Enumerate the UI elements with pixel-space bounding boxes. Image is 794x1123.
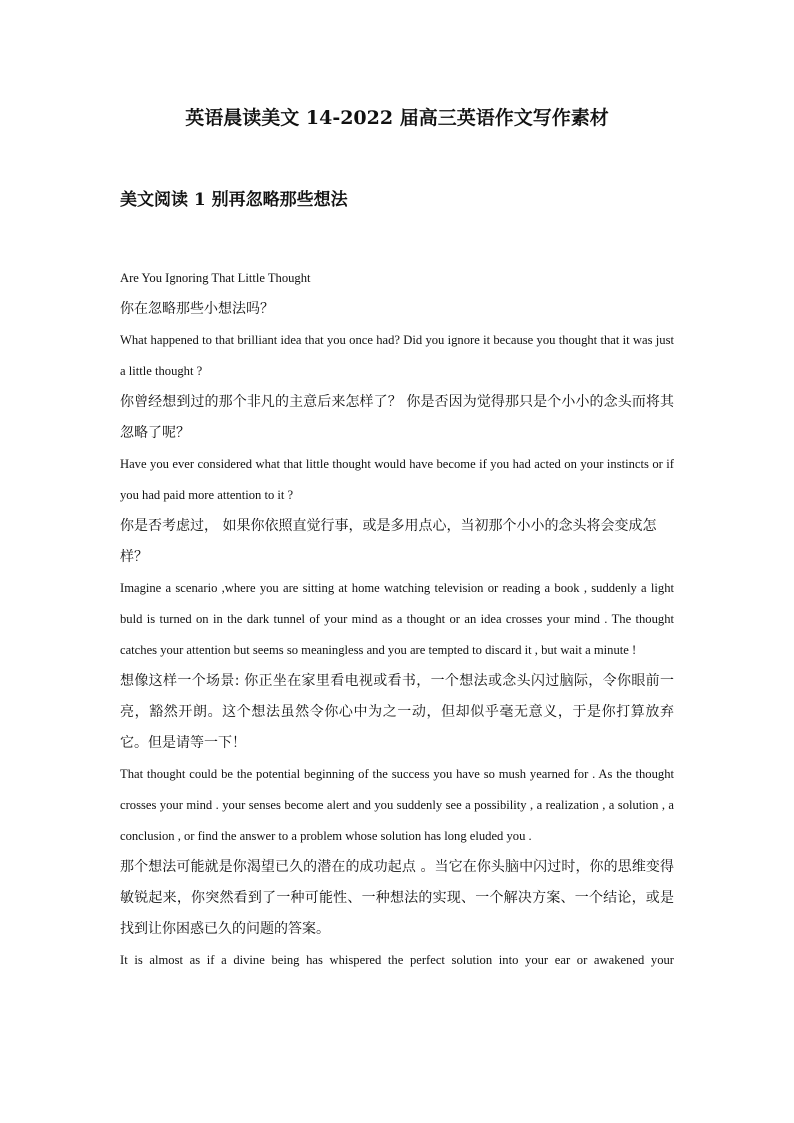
chinese-paragraph: 你是否考虑过， 如果你依照直觉行事，或是多用点心，当初那个小小的念头将会变成怎样？ [120,518,657,565]
english-paragraph: That thought could be the potential beginning of the success you have so mush yearned for . As the thought crosses your mind . your senses become alert and you suddenly see a possibility , a realization , a solution , a conclusion , or find the answer to a problem whose solution has long eluded you . [120,767,674,843]
chinese-paragraph: 想像这样一个场景: 你正坐在家里看电视或看书，一个想法或念头闪过脑际，令你眼前一亮，豁然开朗。这个想法虽然令你心中为之一动，但却似乎毫无意义，于是你打算放弃它。但是请等一下！ [120,673,674,751]
chinese-paragraph: 你曾经想到过的那个非凡的主意后来怎样了？ 你是否因为觉得那只是个小小的念头而将其忽略了呢？ [120,394,674,441]
english-paragraph: Imagine a scenario ,where you are sitting at home watching television or reading a book , suddenly a light buld is turned on in the dark tunnel of your mind as a thought or an idea crosses your mind . The thought catches your attention but seems so meaningless and you are tempted to discard it , but wait a minute ! [120,581,674,657]
english-paragraph: It is almost as if a divine being has whispered the perfect solution into your ear or awakened your [120,953,674,967]
chinese-paragraph: 那个想法可能就是你渴望已久的潜在的成功起点 。当它在你头脑中闪过时，你的思维变得敏锐起来，你突然看到了一种可能性、一种想法的实现、一个解决方案、一个结论，或是找到让你困惑已久的问题的答案。 [120,859,674,937]
chinese-title-line: 你在忽略那些小想法吗？ [120,301,274,317]
english-paragraph: Have you ever considered what that little thought would have become if you had acted on your instincts or if you had paid more attention to it ? [120,457,674,502]
document-body [120,263,674,976]
section-heading: 美文阅读 1 别再忽略那些想法 [120,190,348,210]
english-title-line: Are You Ignoring That Little Thought [120,271,311,285]
document-title: 英语晨读美文 14-2022 届高三英语作文写作素材 [185,107,609,129]
english-paragraph: What happened to that brilliant idea that you once had? Did you ignore it because you thought that it was just a little thought ? [120,333,674,378]
